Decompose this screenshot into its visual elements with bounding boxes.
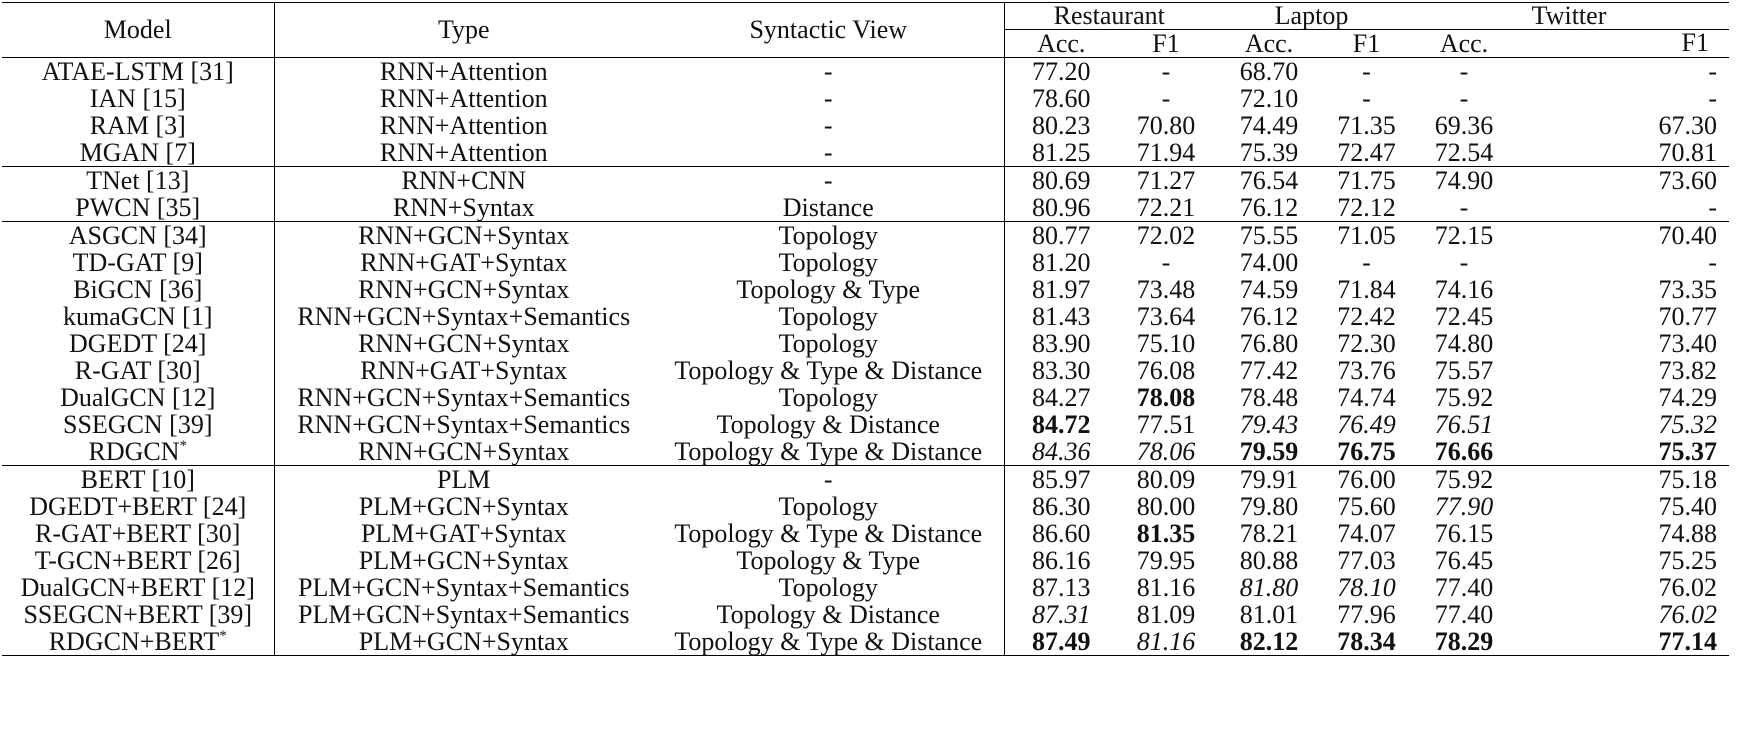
cell-metric-value: 77.40 — [1434, 572, 1494, 602]
model-name: SSEGCN+BERT [39] — [23, 599, 253, 629]
cell-metric-value: 76.02 — [1658, 572, 1717, 602]
cell-metric-value: 77.42 — [1239, 355, 1299, 385]
model-name: R-GAT [30] — [74, 355, 201, 385]
table-row — [2, 628, 1729, 656]
model-name: DGEDT [24] — [69, 328, 207, 358]
model-name: TD-GAT [9] — [72, 247, 203, 277]
cell-metric-value: 75.10 — [1136, 328, 1196, 358]
cell-type: RNN+GCN+Syntax — [274, 222, 653, 250]
cell-metric-value: 81.09 — [1136, 599, 1196, 629]
cell-metric-value: 72.47 — [1337, 137, 1396, 167]
cell-metric-value: 78.21 — [1239, 518, 1299, 548]
cell-metric-value: 86.30 — [1032, 491, 1091, 521]
cell-metric-value: 87.13 — [1032, 572, 1091, 602]
cell-syntactic-view: Topology & Type — [653, 547, 1004, 574]
cell-metric-value: 79.59 — [1239, 436, 1299, 466]
model-name: RAM [3] — [89, 110, 186, 140]
cell-metric-value: - — [1118, 58, 1214, 86]
header-metric: Acc. — [1214, 30, 1324, 58]
cell-metric-value: 81.35 — [1136, 518, 1196, 548]
cell-metric-value: 83.90 — [1032, 328, 1091, 358]
cell-metric-value: 72.30 — [1337, 328, 1396, 358]
model-marker: * — [179, 437, 187, 454]
cell-metric-value: 75.25 — [1658, 545, 1717, 575]
cell-metric-value: 79.95 — [1136, 545, 1196, 575]
cell-syntactic-view: Topology & Type & Distance — [653, 357, 1004, 384]
model-name: IAN [15] — [89, 83, 186, 113]
cell-model — [2, 520, 274, 547]
cell-metric-value: 78.34 — [1324, 628, 1409, 656]
cell-metric-value: 78.08 — [1136, 382, 1196, 412]
cell-metric-value: 81.97 — [1032, 274, 1091, 304]
cell-metric-value: 73.64 — [1136, 301, 1196, 331]
cell-metric-value: 80.23 — [1032, 110, 1091, 140]
cell-metric-value: 79.80 — [1239, 491, 1299, 521]
cell-metric-value: 76.80 — [1239, 328, 1299, 358]
cell-metric-value: 80.88 — [1239, 545, 1299, 575]
cell-metric-value: 75.57 — [1434, 355, 1494, 385]
table-header — [2, 3, 1729, 58]
header-model: Model — [2, 3, 274, 58]
cell-metric-value: 75.39 — [1239, 137, 1299, 167]
table-row — [2, 249, 1729, 276]
cell-metric-value: 76.12 — [1239, 301, 1299, 331]
cell-syntactic-view: - — [653, 466, 1004, 494]
cell-model — [2, 276, 274, 303]
cell-metric-value: 72.42 — [1337, 301, 1396, 331]
cell-metric-value: 80.69 — [1004, 167, 1118, 195]
cell-syntactic-view: Topology — [653, 493, 1004, 520]
cell-syntactic-view: - — [653, 85, 1004, 112]
cell-syntactic-view: - — [653, 139, 1004, 167]
header-dataset-restaurant: Restaurant — [1004, 3, 1214, 30]
model-name: SSEGCN [39] — [62, 409, 213, 439]
cell-metric-value: 70.77 — [1658, 301, 1717, 331]
cell-metric-value: 72.02 — [1118, 222, 1214, 250]
cell-metric-value: - — [1161, 83, 1171, 113]
cell-model — [2, 330, 274, 357]
header-metric: Acc. — [1004, 30, 1118, 58]
cell-model — [2, 167, 274, 195]
cell-model — [2, 112, 274, 139]
cell-metric-value: 75.92 — [1434, 382, 1494, 412]
table-row — [2, 303, 1729, 330]
cell-metric-value: 77.03 — [1337, 545, 1396, 575]
cell-type: RNN+GAT+Syntax — [360, 247, 568, 277]
cell-metric-value: 76.54 — [1214, 167, 1324, 195]
cell-metric-value: 72.45 — [1434, 301, 1494, 331]
cell-metric-value: 84.36 — [1032, 436, 1091, 466]
cell-model — [2, 384, 274, 411]
results-table — [2, 2, 1729, 656]
cell-metric-value: - — [1519, 58, 1729, 86]
model-name: TNet [13] — [86, 165, 190, 195]
header-metric: F1 — [1324, 30, 1409, 58]
cell-metric-value: 76.15 — [1434, 518, 1494, 548]
cell-metric-value: 78.60 — [1032, 83, 1091, 113]
table-row — [2, 194, 1729, 222]
cell-metric-value: - — [1362, 247, 1371, 277]
cell-syntactic-view: Topology — [653, 222, 1004, 250]
cell-metric-value: 72.12 — [1337, 192, 1396, 222]
cell-type: PLM+GCN+Syntax — [358, 545, 569, 575]
header-metric: F1 — [1118, 30, 1214, 58]
cell-type: RNN+GCN+Syntax — [358, 436, 570, 466]
cell-metric-value: 83.30 — [1032, 355, 1091, 385]
cell-model — [2, 194, 274, 222]
cell-model — [2, 222, 274, 250]
cell-metric-value: 74.90 — [1409, 167, 1519, 195]
cell-metric-value: 73.40 — [1658, 328, 1717, 358]
cell-metric-value: 73.76 — [1337, 355, 1396, 385]
header-syntactic-view: Syntactic View — [653, 3, 1004, 58]
cell-metric-value: 78.29 — [1409, 628, 1519, 656]
cell-metric-value: 85.97 — [1004, 466, 1118, 494]
cell-metric-value: 71.35 — [1337, 110, 1396, 140]
cell-metric-value: 81.43 — [1032, 301, 1091, 331]
cell-metric-value: 70.80 — [1136, 110, 1196, 140]
cell-syntactic-view: Topology & Type & Distance — [653, 520, 1004, 547]
cell-metric-value: - — [1708, 83, 1717, 113]
cell-metric-value: 78.48 — [1239, 382, 1299, 412]
cell-metric-value: - — [1459, 192, 1469, 222]
cell-type: RNN+CNN — [274, 167, 653, 195]
cell-metric-value: 73.82 — [1658, 355, 1717, 385]
results-table-container — [0, 2, 1752, 656]
model-name: RDGCN — [88, 436, 180, 466]
cell-metric-value: 68.70 — [1214, 58, 1324, 86]
model-name: BERT [10] — [80, 464, 195, 494]
cell-type: RNN+GCN+Syntax+Semantics — [297, 301, 631, 331]
table-row — [2, 330, 1729, 357]
cell-syntactic-view: - — [653, 167, 1004, 195]
cell-metric-value: 75.55 — [1214, 222, 1324, 250]
cell-model — [2, 438, 274, 466]
cell-metric-value: 74.88 — [1658, 518, 1717, 548]
cell-type: PLM+GCN+Syntax — [358, 491, 569, 521]
cell-metric-value: 84.27 — [1032, 382, 1091, 412]
cell-metric-value: 81.16 — [1118, 628, 1214, 656]
cell-model — [2, 547, 274, 574]
table-row — [2, 384, 1729, 411]
cell-type: PLM+GCN+Syntax+Semantics — [298, 572, 630, 602]
model-name: BiGCN [36] — [73, 274, 203, 304]
cell-metric-value: 81.25 — [1032, 137, 1091, 167]
cell-metric-value: 75.92 — [1409, 466, 1519, 494]
cell-model — [2, 493, 274, 520]
cell-metric-value: 77.90 — [1434, 491, 1494, 521]
cell-type: PLM+GCN+Syntax+Semantics — [298, 599, 630, 629]
cell-metric-value: - — [1708, 247, 1717, 277]
cell-metric-value: 77.14 — [1519, 628, 1729, 656]
cell-type: PLM+GAT+Syntax — [360, 518, 567, 548]
table-row — [2, 466, 1729, 494]
model-name: T-GCN+BERT [26] — [34, 545, 241, 575]
cell-metric-value: 71.84 — [1337, 274, 1396, 304]
cell-type: RNN+GCN+Syntax+Semantics — [297, 382, 631, 412]
cell-metric-value: - — [1459, 83, 1469, 113]
cell-type: RNN+Attention — [274, 58, 653, 86]
table-row — [2, 222, 1729, 250]
table-row — [2, 58, 1729, 86]
cell-type: RNN+GCN+Syntax+Semantics — [297, 409, 631, 439]
model-name: RDGCN+BERT — [48, 626, 220, 656]
cell-metric-value: - — [1161, 247, 1171, 277]
cell-metric-value: 71.75 — [1324, 167, 1409, 195]
cell-syntactic-view: Topology — [653, 384, 1004, 411]
cell-metric-value: - — [1362, 83, 1371, 113]
cell-model — [2, 58, 274, 86]
table-body — [2, 58, 1729, 656]
table-row — [2, 167, 1729, 195]
cell-type: RNN+GAT+Syntax — [360, 355, 568, 385]
cell-model — [2, 303, 274, 330]
cell-model — [2, 574, 274, 601]
cell-metric-value: 71.94 — [1136, 137, 1196, 167]
model-marker: * — [219, 627, 227, 644]
cell-metric-value: 70.40 — [1519, 222, 1729, 250]
header-dataset-twitter: Twitter — [1409, 3, 1729, 30]
cell-metric-value: 75.18 — [1519, 466, 1729, 494]
table-row — [2, 411, 1729, 438]
cell-type: RNN+Attention — [379, 137, 548, 167]
cell-metric-value: 74.00 — [1239, 247, 1299, 277]
cell-metric-value: 75.37 — [1658, 436, 1717, 466]
cell-metric-value: 74.59 — [1239, 274, 1299, 304]
table-row — [2, 276, 1729, 303]
model-name: ASGCN [34] — [68, 220, 207, 250]
cell-syntactic-view: Topology & Type & Distance — [653, 628, 1004, 656]
table-row — [2, 357, 1729, 384]
cell-metric-value: 74.49 — [1239, 110, 1299, 140]
cell-metric-value: 76.75 — [1337, 436, 1396, 466]
cell-syntactic-view: Topology & Type & Distance — [653, 438, 1004, 466]
table-row — [2, 547, 1729, 574]
cell-syntactic-view: Topology — [653, 303, 1004, 330]
cell-metric-value: 81.20 — [1032, 247, 1091, 277]
cell-type: RNN+Attention — [379, 83, 548, 113]
cell-metric-value: 74.29 — [1658, 382, 1717, 412]
cell-model — [2, 85, 274, 112]
cell-model — [2, 357, 274, 384]
header-metric-twitter-f1 — [1519, 30, 1729, 58]
cell-metric-value: 80.77 — [1004, 222, 1118, 250]
cell-model — [2, 628, 274, 656]
table-row — [2, 112, 1729, 139]
cell-metric-value: - — [1708, 192, 1717, 222]
model-name: PWCN [35] — [75, 192, 201, 222]
cell-metric-value: 76.49 — [1337, 409, 1396, 439]
cell-metric-value: 75.32 — [1658, 409, 1717, 439]
cell-model — [2, 466, 274, 494]
model-name: DGEDT+BERT [24] — [29, 491, 247, 521]
cell-metric-value: - — [1409, 58, 1519, 86]
cell-metric-value: 76.51 — [1434, 409, 1494, 439]
cell-metric-value: 76.08 — [1136, 355, 1196, 385]
cell-metric-value: 80.96 — [1032, 192, 1091, 222]
cell-metric-value: 78.06 — [1136, 436, 1196, 466]
cell-metric-value: 81.80 — [1239, 572, 1299, 602]
cell-metric-value: 74.07 — [1337, 518, 1396, 548]
cell-syntactic-view: Topology & Distance — [653, 601, 1004, 628]
cell-metric-value: 81.16 — [1136, 572, 1196, 602]
cell-syntactic-view: Topology — [653, 574, 1004, 601]
cell-type: RNN+GCN+Syntax — [358, 274, 570, 304]
cell-metric-value: 79.43 — [1239, 409, 1299, 439]
header-type: Type — [437, 15, 490, 44]
cell-syntactic-view: Distance — [653, 194, 1004, 222]
cell-metric-value: 76.02 — [1658, 599, 1717, 629]
cell-metric-value: 79.91 — [1214, 466, 1324, 494]
cell-metric-value: 76.45 — [1434, 545, 1494, 575]
cell-syntactic-view: Topology — [653, 330, 1004, 357]
cell-metric-value: 72.54 — [1434, 137, 1494, 167]
model-name: DualGCN+BERT [12] — [20, 572, 255, 602]
cell-metric-value: 80.00 — [1136, 491, 1196, 521]
cell-metric-value: 75.40 — [1658, 491, 1717, 521]
cell-metric-value: 74.74 — [1337, 382, 1396, 412]
table-row — [2, 574, 1729, 601]
header-metric-label: F1 — [1681, 28, 1709, 57]
cell-metric-value: 69.36 — [1434, 110, 1494, 140]
cell-type: PLM — [274, 466, 653, 494]
cell-metric-value: 84.72 — [1032, 409, 1091, 439]
model-name: R-GAT+BERT [30] — [35, 518, 241, 548]
cell-metric-value: - — [1459, 247, 1469, 277]
cell-metric-value: 77.96 — [1337, 599, 1396, 629]
cell-metric-value: 73.60 — [1519, 167, 1729, 195]
table-row — [2, 520, 1729, 547]
cell-metric-value: 78.10 — [1337, 572, 1396, 602]
model-name: DualGCN [12] — [60, 382, 216, 412]
cell-metric-value: 82.12 — [1214, 628, 1324, 656]
table-row — [2, 438, 1729, 466]
cell-metric-value: 76.12 — [1239, 192, 1299, 222]
cell-metric-value: 73.48 — [1136, 274, 1196, 304]
cell-metric-value: 72.15 — [1409, 222, 1519, 250]
cell-syntactic-view: - — [653, 58, 1004, 86]
cell-metric-value: 77.20 — [1004, 58, 1118, 86]
cell-metric-value: 71.05 — [1324, 222, 1409, 250]
table-row — [2, 139, 1729, 167]
cell-type: RNN+GCN+Syntax — [358, 328, 570, 358]
cell-syntactic-view: Topology — [653, 249, 1004, 276]
cell-type: PLM+GCN+Syntax — [274, 628, 653, 656]
cell-metric-value: 81.01 — [1239, 599, 1299, 629]
cell-metric-value: 67.30 — [1658, 110, 1717, 140]
cell-syntactic-view: Topology & Type — [653, 276, 1004, 303]
cell-metric-value: 72.21 — [1136, 192, 1196, 222]
header-dataset-laptop: Laptop — [1214, 3, 1409, 30]
cell-metric-value: - — [1324, 58, 1409, 86]
cell-metric-value: 76.00 — [1324, 466, 1409, 494]
table-row — [2, 85, 1729, 112]
cell-metric-value: 77.51 — [1136, 409, 1196, 439]
table-row — [2, 493, 1729, 520]
cell-metric-value: 77.40 — [1434, 599, 1494, 629]
table-row — [2, 601, 1729, 628]
model-name: MGAN [7] — [79, 137, 196, 167]
cell-metric-value: 71.27 — [1118, 167, 1214, 195]
cell-metric-value: 87.49 — [1004, 628, 1118, 656]
cell-model — [2, 411, 274, 438]
cell-metric-value: 74.16 — [1434, 274, 1494, 304]
model-name: ATAE-LSTM [31] — [41, 56, 234, 86]
cell-model — [2, 249, 274, 276]
cell-metric-value: 74.80 — [1434, 328, 1494, 358]
cell-type: RNN+Syntax — [392, 192, 535, 222]
cell-metric-value: 72.10 — [1239, 83, 1299, 113]
cell-syntactic-view: Topology & Distance — [653, 411, 1004, 438]
cell-metric-value: 86.60 — [1032, 518, 1091, 548]
cell-metric-value: 80.09 — [1118, 466, 1214, 494]
model-name: kumaGCN [1] — [63, 301, 213, 331]
header-metric: Acc. — [1409, 30, 1519, 58]
cell-metric-value: 76.66 — [1434, 436, 1494, 466]
cell-type: RNN+Attention — [379, 110, 548, 140]
cell-model — [2, 601, 274, 628]
cell-metric-value: 86.16 — [1032, 545, 1091, 575]
cell-metric-value: 75.60 — [1337, 491, 1396, 521]
cell-model — [2, 139, 274, 167]
cell-syntactic-view: - — [653, 112, 1004, 139]
cell-metric-value: 87.31 — [1032, 599, 1091, 629]
cell-metric-value: 73.35 — [1658, 274, 1717, 304]
cell-metric-value: 70.81 — [1658, 137, 1717, 167]
